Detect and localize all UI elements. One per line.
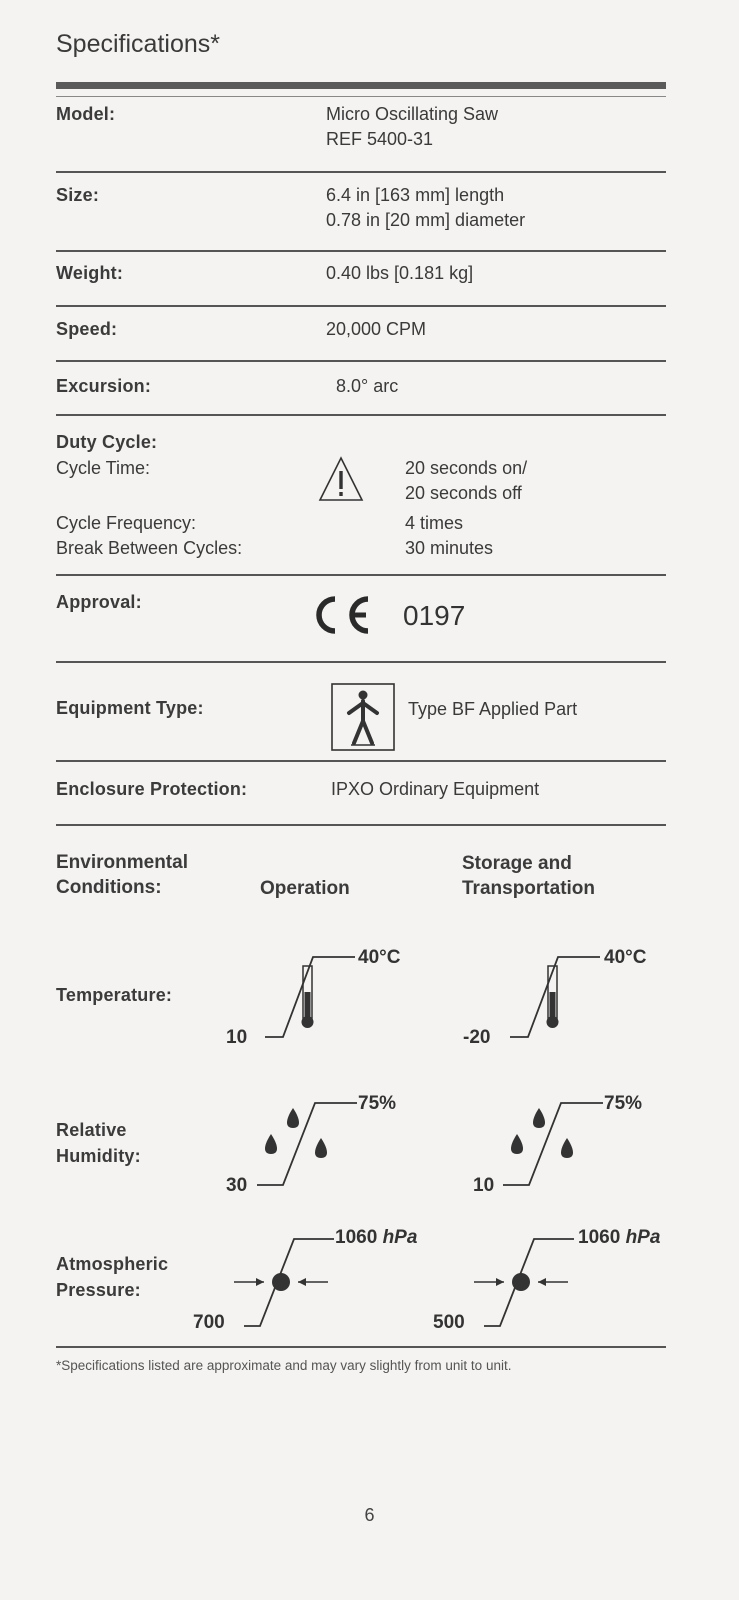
warning-icon	[318, 456, 364, 507]
temperature-storage-graphic	[510, 952, 600, 1047]
humidity-storage-high: 75%	[604, 1093, 643, 1114]
size-diameter: 0.78 in [20 mm] diameter	[326, 210, 526, 230]
equipment-type-label: Equipment Type:	[56, 698, 204, 718]
temperature-storage-high: 40°C	[604, 947, 647, 968]
approval-number: 0197	[403, 600, 466, 631]
environment-label-line1: Environmental	[56, 852, 188, 873]
title-divider	[56, 82, 666, 89]
equipment-type-value: Type BF Applied Part	[408, 699, 578, 719]
temperature-operation-high: 40°C	[358, 947, 401, 968]
divider	[56, 305, 666, 307]
divider	[56, 824, 666, 826]
humidity-operation-low: 30	[226, 1175, 248, 1196]
footnote: *Specifications listed are approximate and may vary slightly from unit to unit.	[56, 1358, 512, 1373]
weight-value: 0.40 lbs [0.181 kg]	[326, 263, 474, 283]
enclosure-value: IPXO Ordinary Equipment	[331, 779, 540, 799]
speed-label: Speed:	[56, 319, 118, 339]
ce-mark-icon	[316, 592, 317, 593]
enclosure-label: Enclosure Protection:	[56, 779, 248, 799]
size-label: Size:	[56, 185, 100, 205]
pressure-operation-high-unit: hPa	[382, 1227, 418, 1248]
divider	[56, 574, 666, 576]
model-label: Model:	[56, 104, 116, 124]
page-number: 6	[364, 1505, 375, 1525]
humidity-operation-high: 75%	[358, 1093, 397, 1114]
divider	[56, 171, 666, 173]
pressure-label-line1: Atmospheric	[56, 1254, 169, 1274]
pressure-operation-high	[335, 1227, 417, 1249]
temperature-label: Temperature:	[56, 985, 173, 1005]
speed-value: 20,000 CPM	[326, 319, 427, 339]
pressure-operation-graphic	[234, 1231, 344, 1336]
break-value: 30 minutes	[405, 538, 494, 558]
storage-header-line1: Storage and	[462, 853, 572, 874]
page-title: Specifications*	[56, 30, 220, 58]
temperature-operation-low: 10	[226, 1027, 248, 1048]
divider	[56, 360, 666, 362]
pressure-label-line2: Pressure:	[56, 1280, 141, 1300]
pressure-storage-high-value: 1060	[578, 1227, 621, 1248]
humidity-operation-graphic	[257, 1098, 357, 1195]
divider	[56, 661, 666, 663]
ce-mark-symbol	[316, 594, 396, 641]
model-ref: REF 5400-31	[326, 129, 434, 149]
type-bf-icon	[331, 683, 395, 756]
pressure-storage-low: 500	[433, 1312, 465, 1333]
environment-label-line2: Conditions:	[56, 877, 162, 898]
divider	[56, 414, 666, 416]
pressure-storage-high	[578, 1227, 660, 1249]
divider	[56, 1346, 666, 1348]
temperature-storage-low: -20	[463, 1027, 491, 1048]
cycle-frequency-label: Cycle Frequency:	[56, 513, 197, 533]
storage-header-line2: Transportation	[462, 878, 596, 899]
cycle-time-off: 20 seconds off	[405, 483, 522, 503]
title-subdivider	[56, 96, 666, 97]
break-label: Break Between Cycles:	[56, 538, 243, 558]
operation-header: Operation	[260, 878, 350, 899]
divider	[56, 250, 666, 252]
cycle-time-label: Cycle Time:	[56, 458, 151, 478]
excursion-label: Excursion:	[56, 376, 152, 396]
approval-label: Approval:	[56, 592, 142, 612]
weight-label: Weight:	[56, 263, 124, 283]
size-length: 6.4 in [163 mm] length	[326, 185, 505, 205]
humidity-label-line1: Relative	[56, 1120, 127, 1140]
pressure-operation-low: 700	[193, 1312, 225, 1333]
humidity-storage-graphic	[503, 1098, 603, 1195]
divider	[56, 760, 666, 762]
humidity-storage-low: 10	[473, 1175, 495, 1196]
cycle-time-on: 20 seconds on/	[405, 458, 528, 478]
cycle-frequency-value: 4 times	[405, 513, 464, 533]
temperature-operation-graphic	[265, 952, 355, 1047]
pressure-storage-graphic	[474, 1231, 584, 1336]
pressure-operation-high-value: 1060	[335, 1227, 378, 1248]
duty-cycle-label: Duty Cycle:	[56, 432, 158, 452]
humidity-label-line2: Humidity:	[56, 1146, 141, 1166]
excursion-value: 8.0° arc	[336, 376, 399, 396]
model-name: Micro Oscillating Saw	[326, 104, 499, 124]
pressure-storage-high-unit: hPa	[625, 1227, 661, 1248]
